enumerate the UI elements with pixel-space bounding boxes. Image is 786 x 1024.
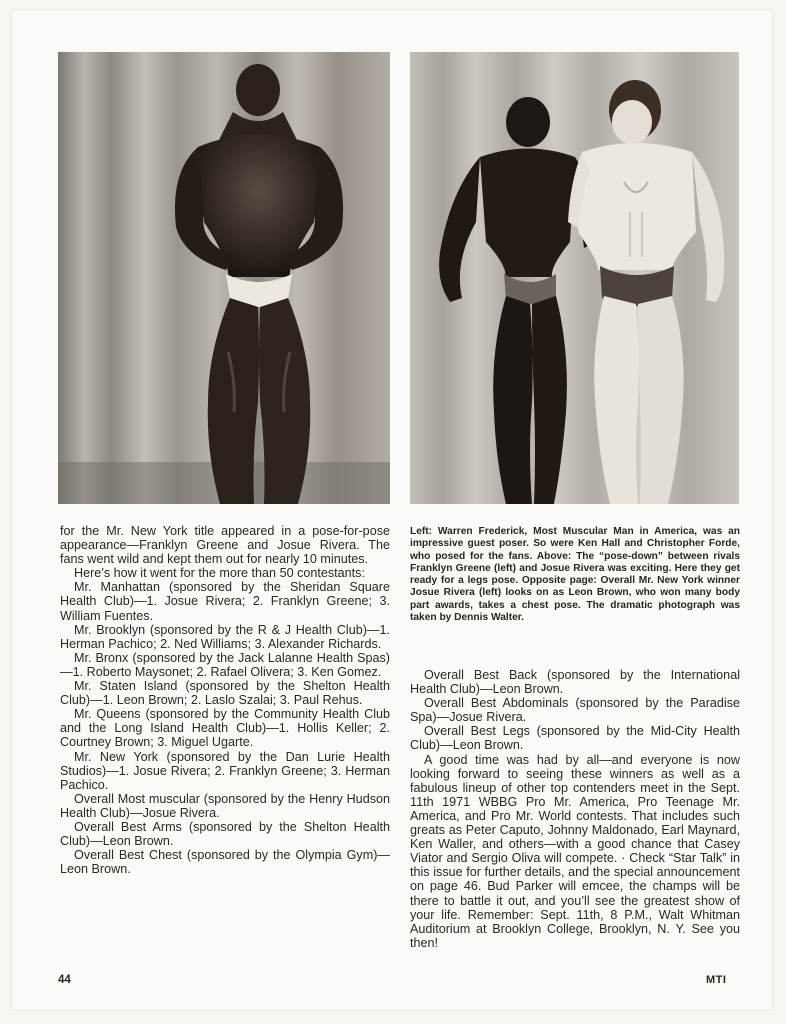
- magazine-page: [12, 10, 772, 1010]
- article-paragraph: Mr. Queens (sponsored by the Community Health Club and the Long Island Health Club)—1. Hollis Keller; 2. Courtney Brown; 3. Miguel Ugarte.: [60, 707, 390, 750]
- photo-illustration: [410, 52, 739, 504]
- article-paragraph: Mr. New York (sponsored by the Dan Lurie Health Studios)—1. Josue Rivera; 2. Franklyn Greene; 3. Herman Pachico.: [60, 749, 390, 792]
- article-paragraph: for the Mr. New York title appeared in a pose-for-pose appearance—Franklyn Greene and Josue Rivera. The fans went wild and kept them out for nearly 10 minutes.: [60, 524, 390, 567]
- page-number: 44: [58, 974, 71, 986]
- publisher-mark: MTI: [706, 974, 727, 986]
- article-paragraph: Overall Best Abdominals (sponsored by the Paradise Spa)—Josue Rivera.: [410, 696, 740, 725]
- article-paragraph: Overall Best Legs (sponsored by the Mid-City Health Club)—Leon Brown.: [410, 724, 740, 753]
- article-paragraph: Mr. Bronx (sponsored by the Jack Lalanne Health Spas)—1. Roberto Maysonet; 2. Rafael Olivera; 3. Ken Gomez.: [60, 650, 390, 679]
- photo-illustration: [58, 52, 390, 504]
- article-paragraph: Overall Best Back (sponsored by the International Health Club)—Leon Brown.: [410, 668, 740, 697]
- article-paragraph: Mr. Brooklyn (sponsored by the R & J Health Club)—1. Herman Pachico; 2. Ned Williams; 3. Alexander Richards.: [60, 622, 390, 651]
- article-column-right: [410, 668, 740, 950]
- article-paragraph: Mr. Manhattan (sponsored by the Sheridan Square Health Club)—1. Josue Rivera; 2. Franklyn Greene; 3. William Fuentes.: [60, 580, 390, 623]
- article-paragraph: Overall Most muscular (sponsored by the Henry Hudson Health Club)—Josue Rivera.: [60, 791, 390, 820]
- article-column-left: [60, 524, 390, 876]
- article-paragraph: Mr. Staten Island (sponsored by the Shelton Health Club)—1. Leon Brown; 2. Laslo Szalai; 3. Paul Rehus.: [60, 679, 390, 708]
- article-paragraph: Overall Best Chest (sponsored by the Olympia Gym)—Leon Brown.: [60, 848, 390, 877]
- bodybuilder-posing-photo: [58, 52, 390, 504]
- two-bodybuilders-photo: [410, 52, 739, 504]
- article-paragraph: A good time was had by all—and everyone is now looking forward to seeing these winners as well as a fabulous lineup of other top contenders meet in the Sept. 11th 1971 WBBG Pro Mr. America, Pro Teenage Mr. America, and Pro Mr. World contests. That includes such greats as Peter Caputo, Johnny Maldonado, Earl Maynard, Ken Waller, and others—with a good chance that Casey Viator and Sergio Oliva will compete. · Check “Star Talk” in this issue for further details, and the special announcement on page 46. Bud Parker will emcee, the champs will be there to battle it out, and you’ll see the greatest show of your life. Remember: Sept. 11th, 8 P.M., Walt Whitman Auditorium at Brooklyn College, Brooklyn, N. Y. See you then!: [410, 752, 740, 950]
- article-paragraph: Here’s how it went for the more than 50 contestants:: [74, 566, 365, 581]
- photo-caption: Left: Warren Frederick, Most Muscular Man in America, was an impressive guest poser. So were Ken Hall and Christopher Forde, who posed for the fans. Above: The “pose-down” between rivals Franklyn Greene (left) and Josue Rivera was exciting. Here they get ready for a legs pose. Opposite page: Overall Mr. New York winner Josue Rivera (left) looks on as Leon Brown, who won many body part awards, takes a chest pose. The dramatic photograph was taken by Dennis Walter.: [410, 526, 740, 624]
- article-paragraph: Overall Best Arms (sponsored by the Shelton Health Club)—Leon Brown.: [60, 819, 390, 849]
